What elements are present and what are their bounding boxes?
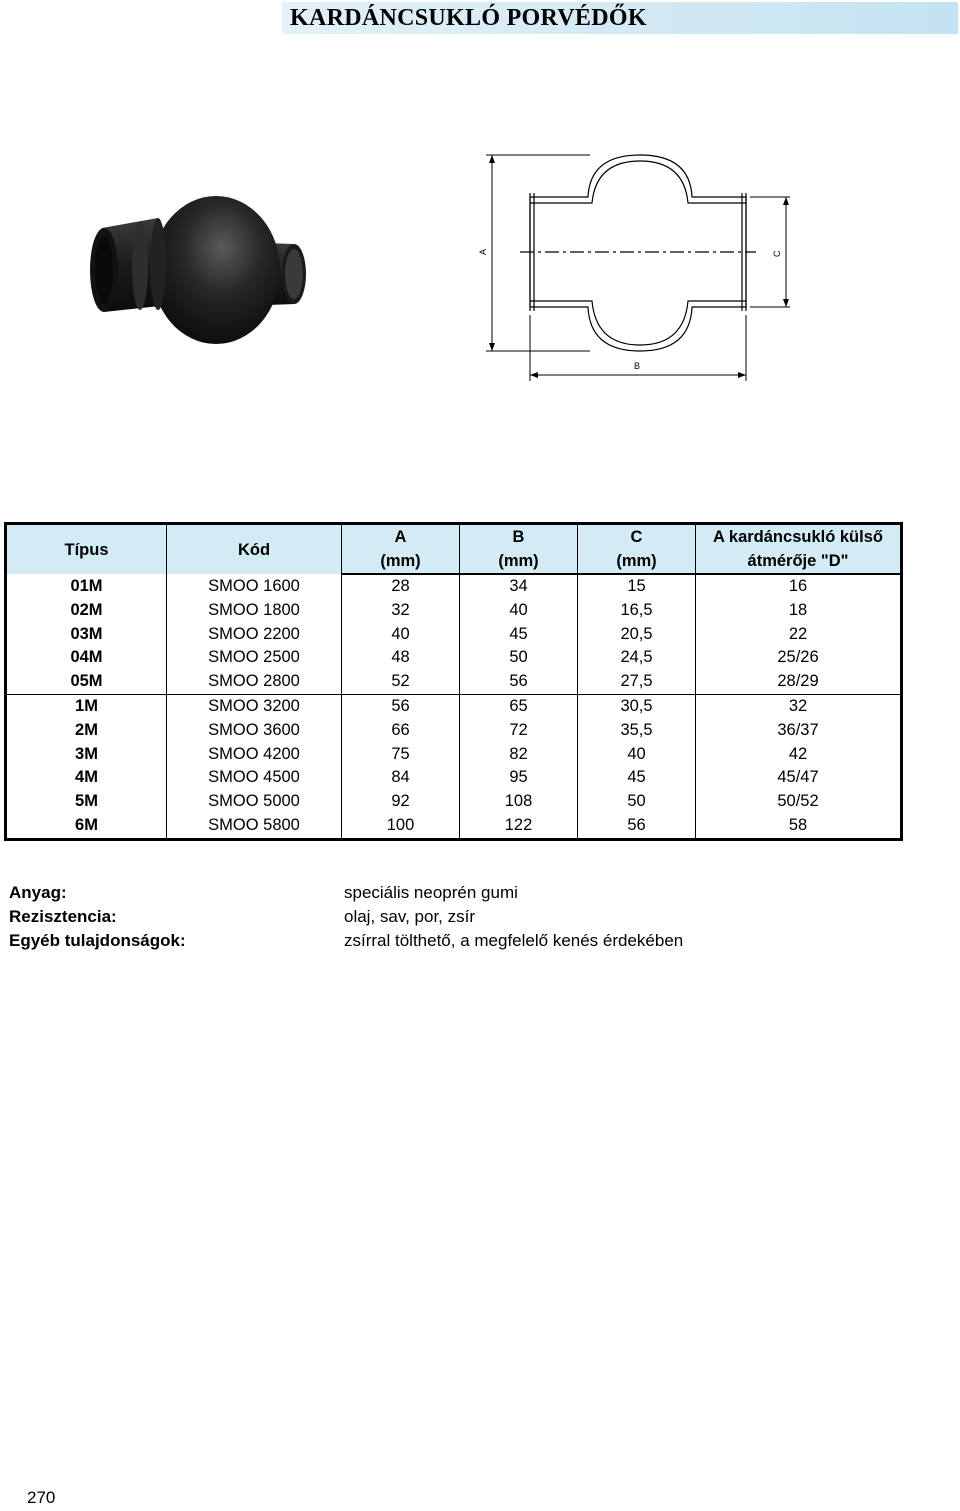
cell-a: 100	[342, 814, 460, 839]
technical-drawing	[470, 145, 790, 385]
cell-b: 108	[460, 790, 578, 814]
table-row	[6, 719, 902, 743]
cell-c: 30,5	[578, 694, 696, 718]
cell-d: 22	[696, 623, 902, 647]
cell-a: 48	[342, 646, 460, 670]
cell-a: 75	[342, 743, 460, 767]
page-number: 270	[27, 1488, 56, 1507]
header-d-line1: A kardáncsukló külső	[696, 524, 902, 550]
cell-type: 2M	[6, 719, 167, 743]
cell-b: 122	[460, 814, 578, 839]
cell-code: SMOO 4500	[167, 766, 342, 790]
cell-d: 16	[696, 574, 902, 599]
property-value: speciális neoprén gumi	[344, 883, 518, 902]
cell-a: 56	[342, 694, 460, 718]
cell-d: 25/26	[696, 646, 902, 670]
cell-d: 18	[696, 599, 902, 623]
cell-type: 05M	[6, 670, 167, 694]
cell-code: SMOO 2200	[167, 623, 342, 647]
cell-a: 52	[342, 670, 460, 694]
cell-a: 32	[342, 599, 460, 623]
cell-type: 6M	[6, 814, 167, 839]
cell-d: 36/37	[696, 719, 902, 743]
cell-c: 40	[578, 743, 696, 767]
cell-type: 1M	[6, 694, 167, 718]
dimension-label-a: A	[478, 248, 488, 255]
cell-c: 24,5	[578, 646, 696, 670]
cell-a: 84	[342, 766, 460, 790]
page-title: KARDÁNCSUKLÓ PORVÉDŐK	[290, 5, 647, 31]
table-row	[6, 623, 902, 647]
cell-d: 32	[696, 694, 902, 718]
cell-c: 50	[578, 790, 696, 814]
cell-c: 27,5	[578, 670, 696, 694]
product-photo	[88, 188, 314, 344]
cell-d: 50/52	[696, 790, 902, 814]
cell-b: 50	[460, 646, 578, 670]
property-label: Egyéb tulajdonságok:	[9, 931, 186, 950]
header-b: B	[460, 524, 578, 550]
cell-type: 5M	[6, 790, 167, 814]
cell-b: 40	[460, 599, 578, 623]
cell-b: 56	[460, 670, 578, 694]
cell-c: 20,5	[578, 623, 696, 647]
header-type: Típus	[6, 524, 167, 575]
header-code: Kód	[167, 524, 342, 575]
cell-b: 34	[460, 574, 578, 599]
header-a: A	[342, 524, 460, 550]
dimension-label-c: C	[772, 250, 782, 257]
cell-type: 3M	[6, 743, 167, 767]
table-row	[6, 766, 902, 790]
table-row	[6, 646, 902, 670]
cell-code: SMOO 5000	[167, 790, 342, 814]
cell-d: 42	[696, 743, 902, 767]
header-d-line2: átmérője "D"	[696, 549, 902, 574]
cell-c: 16,5	[578, 599, 696, 623]
property-value: olaj, sav, por, zsír	[344, 907, 476, 926]
cell-type: 4M	[6, 766, 167, 790]
cell-type: 01M	[6, 574, 167, 599]
table-row	[6, 599, 902, 623]
cell-c: 35,5	[578, 719, 696, 743]
dimension-label-b: B	[634, 361, 641, 371]
table-row	[6, 743, 902, 767]
cell-b: 95	[460, 766, 578, 790]
cell-type: 03M	[6, 623, 167, 647]
cell-b: 45	[460, 623, 578, 647]
table-row	[6, 790, 902, 814]
cell-c: 56	[578, 814, 696, 839]
property-label: Anyag:	[9, 883, 67, 902]
cell-code: SMOO 1600	[167, 574, 342, 599]
header-a-unit: (mm)	[342, 549, 460, 574]
cell-code: SMOO 4200	[167, 743, 342, 767]
cell-d: 58	[696, 814, 902, 839]
cell-a: 40	[342, 623, 460, 647]
cell-b: 72	[460, 719, 578, 743]
cell-type: 02M	[6, 599, 167, 623]
property-value: zsírral tölthető, a megfelelő kenés érdekében	[344, 931, 684, 950]
cell-code: SMOO 2800	[167, 670, 342, 694]
cell-a: 92	[342, 790, 460, 814]
cell-code: SMOO 5800	[167, 814, 342, 839]
header-c-unit: (mm)	[578, 549, 696, 574]
cell-d: 28/29	[696, 670, 902, 694]
table-body	[6, 574, 902, 839]
cell-b: 65	[460, 694, 578, 718]
header-b-unit: (mm)	[460, 549, 578, 574]
cell-type: 04M	[6, 646, 167, 670]
header-c: C	[578, 524, 696, 550]
cell-code: SMOO 3600	[167, 719, 342, 743]
cell-c: 15	[578, 574, 696, 599]
spec-table	[4, 522, 903, 841]
cell-code: SMOO 2500	[167, 646, 342, 670]
cell-c: 45	[578, 766, 696, 790]
cell-code: SMOO 1800	[167, 599, 342, 623]
property-label: Rezisztencia:	[9, 907, 117, 926]
cell-a: 66	[342, 719, 460, 743]
cell-a: 28	[342, 574, 460, 599]
cell-code: SMOO 3200	[167, 694, 342, 718]
table-row	[6, 694, 902, 718]
cell-b: 82	[460, 743, 578, 767]
table-row	[6, 670, 902, 694]
table-row	[6, 574, 902, 599]
table-row	[6, 814, 902, 839]
cell-d: 45/47	[696, 766, 902, 790]
